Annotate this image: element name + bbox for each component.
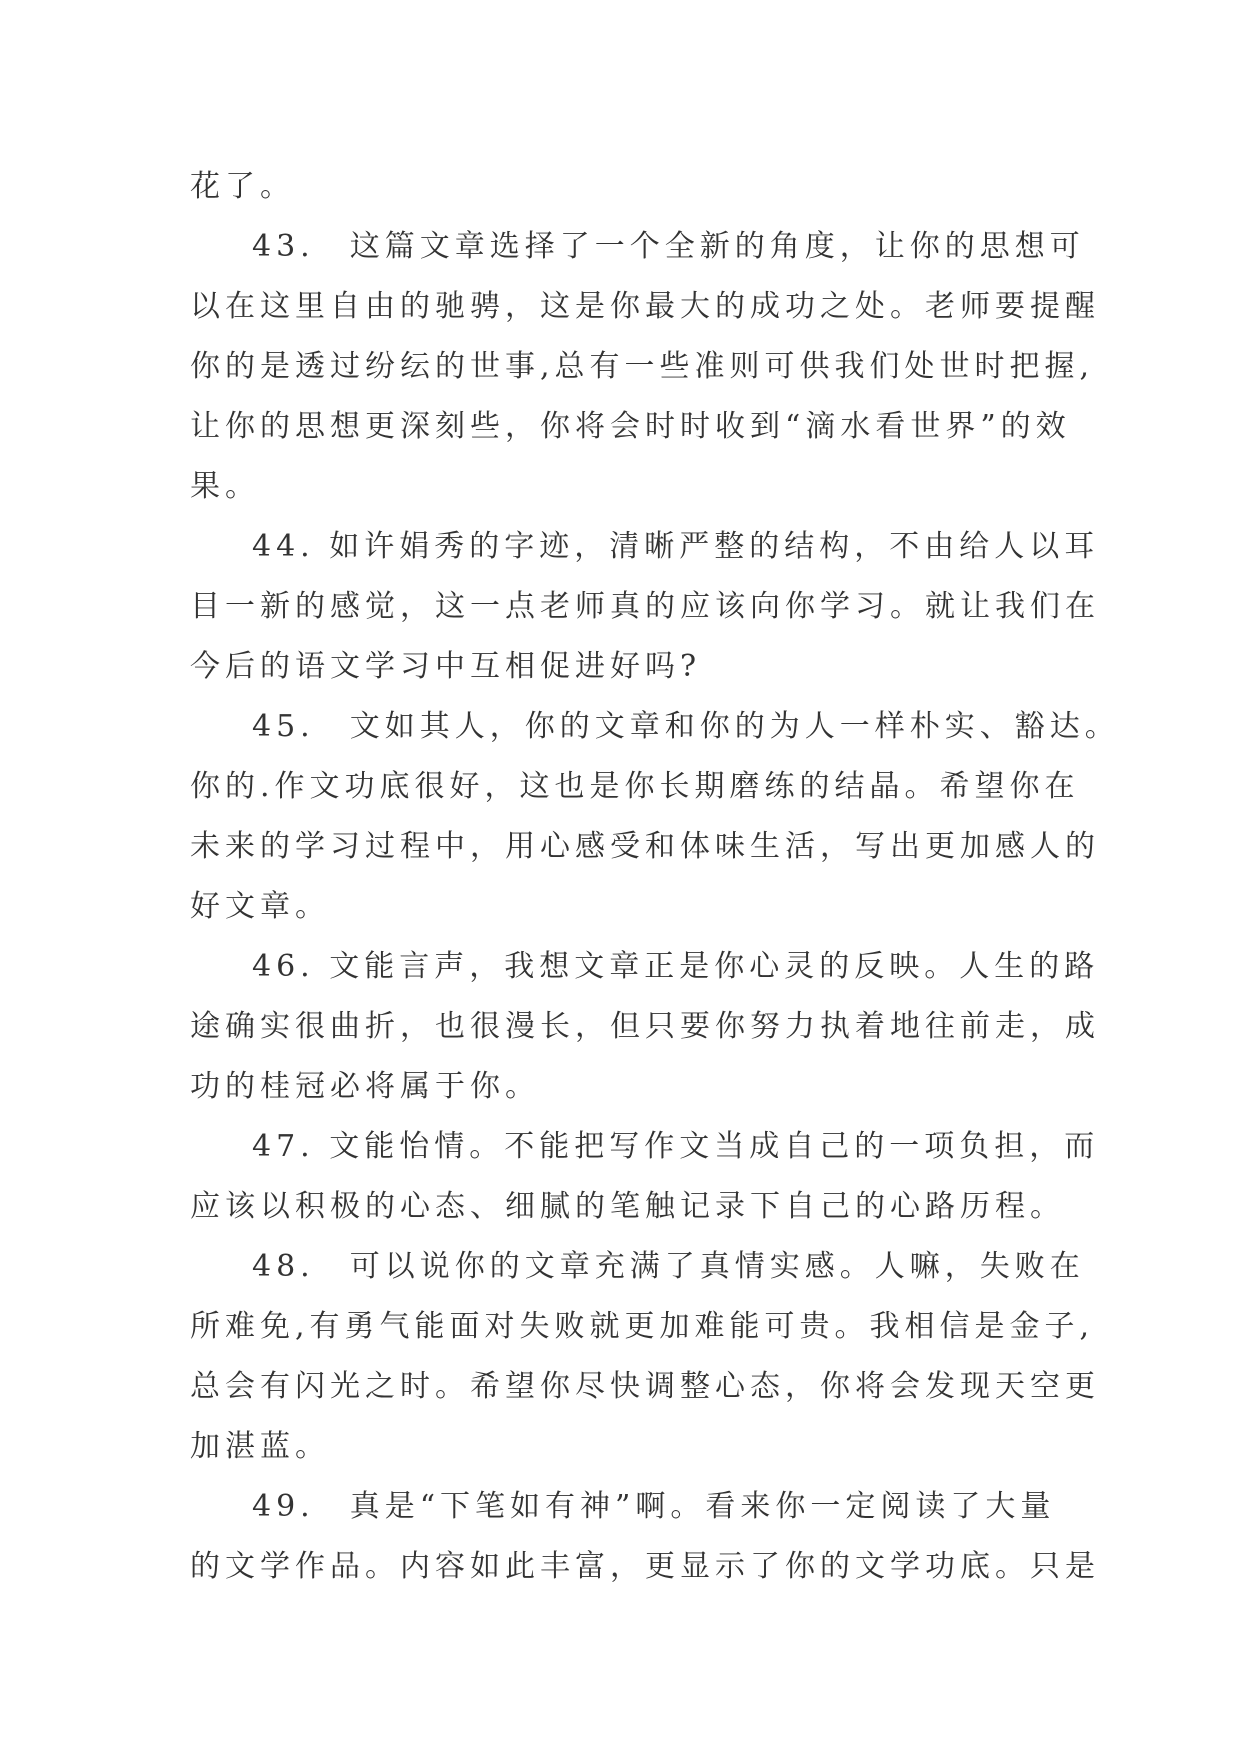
text-line: 果。 (190, 469, 260, 504)
text-line: 43. 这篇文章选择了一个全新的角度，让你的思想可 (252, 229, 1085, 264)
document-body (190, 157, 1120, 1597)
text-line: 46. 文能言声，我想文章正是你心灵的反映。人生的路 (252, 949, 1100, 984)
text-line: 途确实很曲折，也很漫长，但只要你努力执着地往前走，成 (190, 1009, 1100, 1044)
text-line: 未来的学习过程中，用心感受和体味生活，写出更加感人的 (190, 829, 1100, 864)
text-line: 今后的语文学习中互相促进好吗? (190, 649, 702, 684)
text-line: 应该以积极的心态、细腻的笔触记录下自己的心路历程。 (190, 1189, 1065, 1224)
text-line: 花了。 (190, 169, 295, 204)
text-line: 47. 文能怡情。不能把写作文当成自己的一项负担，而 (252, 1129, 1100, 1164)
text-line: 总会有闪光之时。希望你尽快调整心态，你将会发现天空更 (190, 1369, 1100, 1404)
text-line: 以在这里自由的驰骋，这是你最大的成功之处。老师要提醒 (190, 289, 1100, 324)
text-line: 的文学作品。内容如此丰富，更显示了你的文学功底。只是 (190, 1549, 1100, 1584)
text-line: 目一新的感觉，这一点老师真的应该向你学习。就让我们在 (190, 589, 1100, 624)
text-line: 你的是透过纷纭的世事,总有一些准则可供我们处世时把握, (190, 349, 1095, 384)
text-line: 49. 真是“下笔如有神”啊。看来你一定阅读了大量 (252, 1489, 1056, 1524)
text-line: 加湛蓝。 (190, 1429, 330, 1464)
text-line: 44. 如许娟秀的字迹，清晰严整的结构，不由给人以耳 (252, 529, 1100, 564)
text-line: 好文章。 (190, 889, 330, 924)
text-line: 功的桂冠必将属于你。 (190, 1069, 540, 1104)
text-line: 你的.作文功底很好，这也是你长期磨练的结晶。希望你在 (190, 769, 1080, 804)
text-line: 48. 可以说你的文章充满了真情实感。人嘛，失败在 (252, 1249, 1085, 1284)
text-line: 所难免,有勇气能面对失败就更加难能可贵。我相信是金子, (190, 1309, 1095, 1344)
text-line: 让你的思想更深刻些，你将会时时收到“滴水看世界”的效 (190, 409, 1071, 444)
text-line: 45. 文如其人，你的文章和你的为人一样朴实、豁达。 (252, 709, 1120, 744)
